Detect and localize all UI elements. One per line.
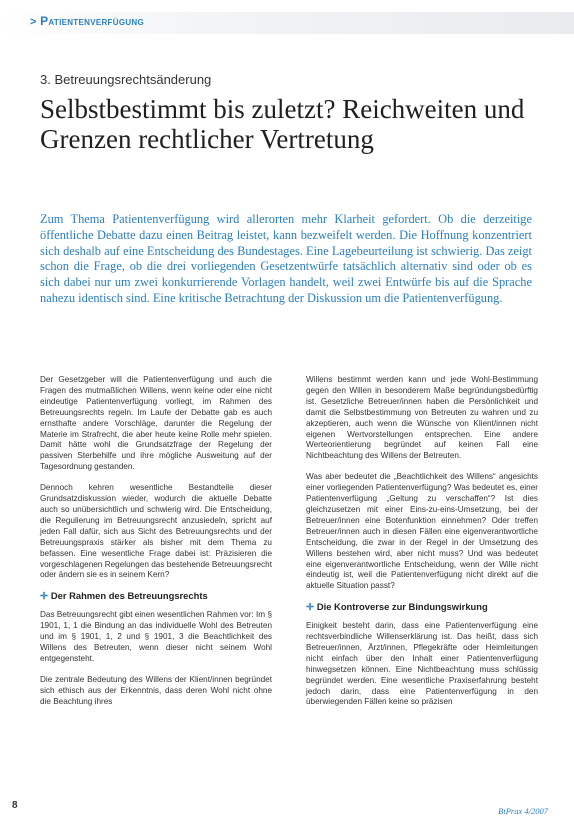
section-marker: > bbox=[30, 16, 37, 28]
left-column bbox=[40, 375, 272, 717]
page-number: 8 bbox=[12, 800, 18, 811]
heading-marker-icon: ✛ bbox=[306, 601, 314, 613]
section-label: Patientenverfügung bbox=[40, 14, 145, 28]
journal-footer: BtPrax 4/2007 bbox=[498, 806, 548, 816]
left-heading-1-text: Der Rahmen des Betreuungsrechts bbox=[50, 590, 208, 602]
right-paragraph-3: Einigkeit besteht darin, dass eine Patientenverfügung eine rechtsverbindliche Willenserklärung ist. Das heißt, dass sich Betreuer/innen, Ärzt/innen, Pflegekräfte oder Heimleitungen nicht einfach über den Inhalt einer Patientenverfügung hinwegsetzen können. Eine Nichtbeachtung muss schlüssig begründet werden. Eine wesentliche Praxiserfahrung besteht jedoch darin, dass eine Patientenverfügung in den überwiegenden Fällen keine so präzisen bbox=[306, 621, 538, 707]
section-tag bbox=[30, 14, 144, 28]
article-title: Selbstbestimmt bis zuletzt? Reichweiten und Grenzen rechtlicher Vertretung bbox=[40, 94, 525, 154]
article-lead: Zum Thema Patientenverfügung wird allerorten mehr Klarheit gefordert. Ob die derzeitige öffentliche Debatte dazu einen Beitrag leistet, kann bezweifelt werden. Die Hoffnung konzentriert sich deshalb auf eine Entscheidung des Bundestages. Eine Lagebeurteilung ist schwierig. Das zeigt schon die Frage, ob die drei vorliegenden Gesetzentwürfe tatsächlich alternativ sind oder ob es sich dabei nur um zwei konkurrierende Vorlagen handelt, weil zwei Entwürfe bis auf die Sprache nahezu identisch sind. Eine kritische Betrachtung der Diskussion um die Patientenverfügung. bbox=[40, 212, 532, 305]
left-heading-1 bbox=[40, 591, 272, 602]
left-paragraph-1: Der Gesetzgeber will die Patientenverfügung und auch die Fragen des mutmaßlichen Willens, wenn keine oder eine nicht eindeutige Patientenverfügung vorliegt, im Rahmen des Betreuungsrechts regeln. Im Laufe der Debatte gab es auch ernsthafte andere Vorschläge, darunter die Regelung der Materie im Strafrecht, die aber heute keine Rolle mehr spielen. Damit hätte wohl die Grundsatzfrage der Regelung der passiven Sterbehilfe und ihre mögliche Ausweitung auf der Tagesordnung gestanden. bbox=[40, 375, 272, 472]
right-heading-1 bbox=[306, 602, 538, 613]
article-subtitle: 3. Betreuungsrechtsänderung bbox=[40, 72, 212, 87]
left-paragraph-4: Die zentrale Bedeutung des Willens der Klient/innen begründet sich ethisch aus der Erkenntnis, dass deren Wohl nicht ohne die Beachtung ihres bbox=[40, 674, 272, 706]
right-paragraph-1: Willens bestimmt werden kann und jede Wohl-Bestimmung gegen den Willen in besonderem Maße begründungsbedürftig ist. Gesetzliche Betreuer/innen haben die Persönlichkeit und damit die Selbstbestimmung von Betreuten zu wahren und zu akzeptieren, auch wenn die Wünsche von Klient/innen nicht eigenen Wertvorstellungen entsprechen. Eine andere Werteorientierung begründet auf keinen Fall eine Nichtbeachtung des Willens der Betreuten. bbox=[306, 375, 538, 461]
left-paragraph-2: Dennoch kehren wesentliche Bestandteile dieser Grundsatzdiskussion wieder, wodurch die aktuelle Debatte auch so unübersichtlich und schwierig wird. Die Entscheidung, die Regulierung im Betreuungsrecht anzusiedeln, spricht auf jeden Fall dafür, sich aus Sicht des Betreuungsrechts und der Betreuungspraxis stärker als bisher mit dem Thema zu befassen. Eine wesentliche Frage dabei ist: Präzisieren die vorgeschlagenen Regelungen das bestehende Betreuungsrecht oder ändern sie es in seinem Kern? bbox=[40, 483, 272, 580]
left-paragraph-3: Das Betreuungsrecht gibt einen wesentlichen Rahmen vor: Im § 1901, 1, 1 die Bindung an das individuelle Wohl des Betreuten und im § 1901, 1, 2 und § 1901, 3 die Beachtlichkeit des Willens des Betreuten, wenn dieser nicht seinem Wohl entgegensteht. bbox=[40, 610, 272, 663]
right-column bbox=[306, 375, 538, 718]
heading-marker-icon: ✛ bbox=[40, 590, 48, 602]
right-paragraph-2: Was aber bedeutet die „Beachtlichkeit des Willens“ angesichts einer vorliegenden Patientenverfügung? Was bedeutet es, einer Patientenverfügung „Geltung zu verschaffen“? Ist dies gleichzusetzen mit einer Eins-zu-eins-Umsetzung, bei der Betreuer/innen eine Botenfunktion einnehmen? Oder treffen Betreuer/innen auch in diesen Fällen eine eigenverantwortliche Entscheidung, die zwar in der Regel in der Umsetzung des Willens bestehen wird, aber nicht muss? Und was bedeutet eine eigenverantwortliche Entscheidung, wenn der Wille nicht eindeutig ist, weil die Patientenverfügung nicht direkt auf die aktuelle Situation passt? bbox=[306, 472, 538, 591]
right-heading-1-text: Die Kontroverse zur Bindungswirkung bbox=[316, 601, 488, 613]
